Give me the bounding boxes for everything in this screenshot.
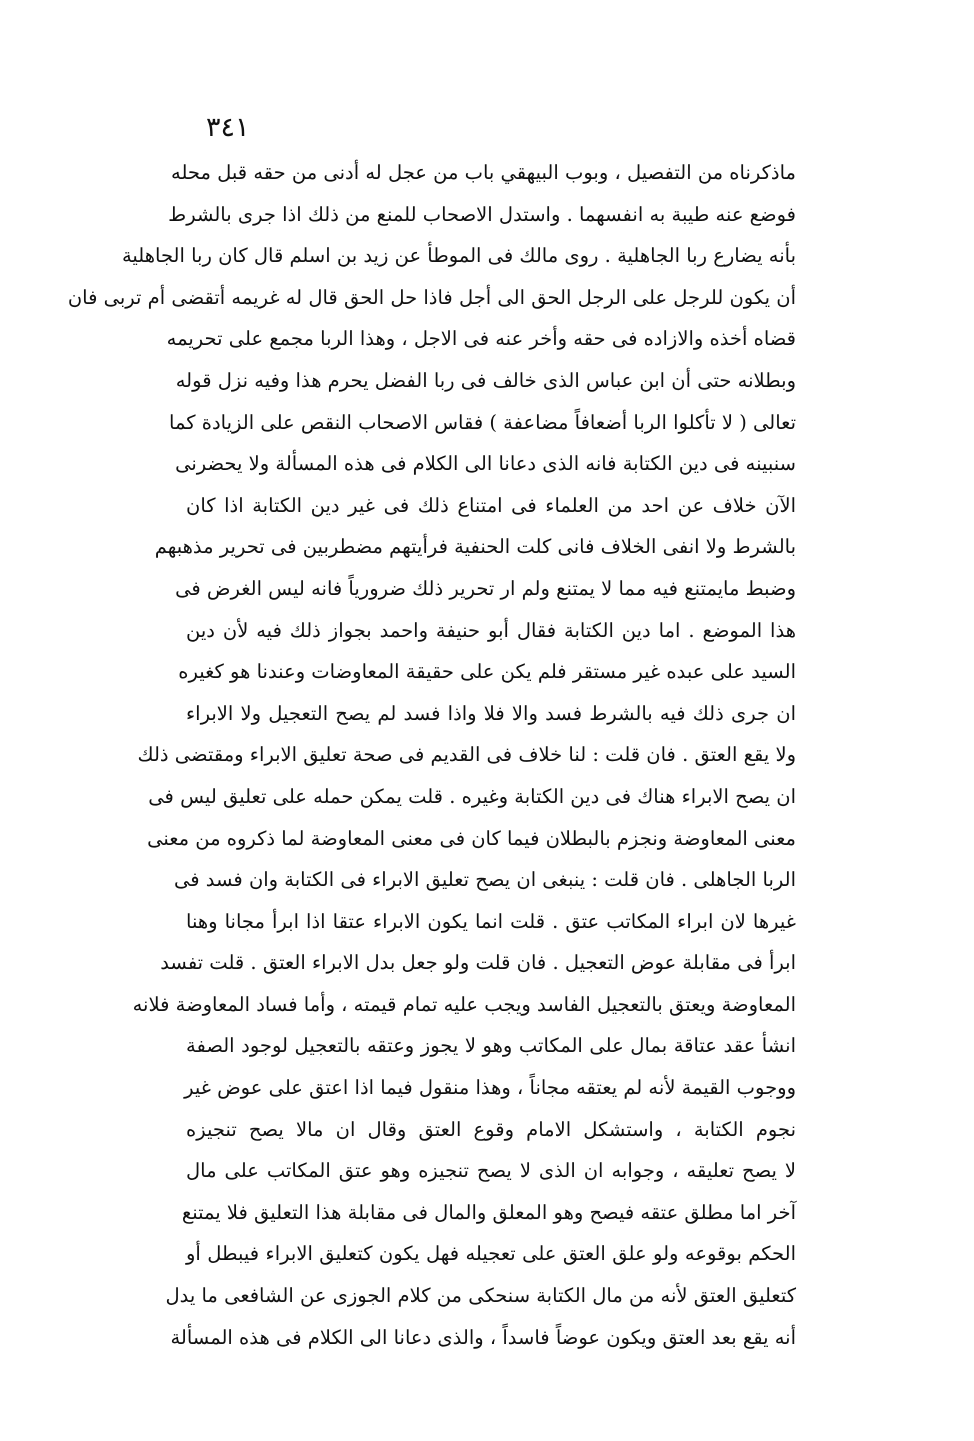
text-line-5: قضاه أخذه والازاده فى حقه وأخر عنه فى الاجل ، وهذا الربا مجمع على تحريمه [166, 327, 796, 351]
text-line-6: وبطلانه حتى أن ابن عباس الذى خالف فى ربا الفضل يحرم هذا وفيه نزل قوله [175, 368, 796, 392]
text-line-13: السيد على عبده غير مستقر فلم يكن على حقيقة المعاوضات وعندنا هو كغيره [178, 660, 796, 684]
text-line-14: ان جرى ذلك فيه بالشرط فسد والا فلا واذا فسد لم يصح التعجيل ولا الابراء [186, 701, 796, 725]
text-line-25: لا يصح تعليقه ، وجوابه ان الذى لا يصح تنجيزه وهو عتق المكاتب على مال [186, 1159, 796, 1183]
text-line-24: نجوم الكتابة ، واستشكل الامام وقوع العتق وقال ان مالا يصح تنجيزه [186, 1117, 796, 1141]
text-line-22: انشأ عقد عتاقة بمال على المكاتب وهو لا يجوز وعتقه بالتعجيل لوجود الصفة [186, 1034, 796, 1058]
text-line-11: وضبط مايمتنع فيه مما لا يمتنع ولم ار تحرير ذلك ضرورياً فانه ليس الغرض فى [175, 576, 796, 600]
text-line-4: أن يكون للرجل على الرجل الحق الى أجل فاذا حل الحق قال له غريمه أتقضى أم تربى فان [67, 285, 796, 309]
text-line-16: ان يصح الابراء هناك فى دين الكتابة وغيره . قلت يمكن حمله على تعليق ليس فى [148, 784, 796, 808]
text-line-18: الربا الجاهلى . فان قلت : ينبغى ان يصح تعليق الابراء فى الكتابة وان فسد فى [174, 868, 796, 892]
text-line-9: الآن خلاف عن احد من العلماء فى امتناع ذلك فى غير دين الكتابة اذا كان [186, 493, 796, 517]
text-line-23: ووجوب القيمة لأنه لم يعتقه مجاناً ، وهذا منقول فيما اذا اعتق على عوض غير [184, 1076, 796, 1100]
text-line-21: المعاوضة ويعتق بالتعجيل الفاسد ويجب عليه تمام قيمته ، وأما فساد المعاوضة فلانه [132, 992, 796, 1016]
text-line-27: الحكم بوقوعه ولو علق العتق على تعجيله فهل يكون كتعليق الابراء فيبطل أو [186, 1242, 796, 1266]
page-number: ٣٤١ [206, 112, 250, 143]
text-line-1: ماذكرناه من التفصيل ، وبوب البيهقي باب من عجل له أدنى من حقه قبل محله [171, 161, 796, 184]
text-line-2: فوضع عنه طيبة به انفسهما . واستدل الاصحاب للمنع من ذلك اذا جرى بالشرط [168, 202, 796, 226]
text-line-8: سنبينه فى دين الكتابة فانه الذى دعانا الى الكلام فى هذه المسألة ولا يحضرنى [175, 452, 796, 476]
text-line-15: ولا يقع العتق . فان قلت : لنا خلاف فى القديم فى صحة تعليق الابراء ومقتضى ذلك [137, 743, 796, 767]
text-line-20: ابرأ فى مقابلة عوض التعجيل . فان قلت ولو جعل بدل الابراء العتق . قلت تفسد [160, 951, 796, 975]
text-line-17: معنى المعاوضة ونجزم بالبطلان فيما كان فى معنى المعاوضة لما ذكروه من معنى [147, 826, 796, 850]
text-line-19: غيرها لان ابراء المكاتب عتق . قلت انما يكون الابراء عتقا اذا ابرأ مجانا وهنا [186, 909, 796, 933]
text-line-12: هذا الموضع . اما دين الكتابة فقال أبو حنيفة واحمد بجواز ذلك فيه لأن دين [186, 618, 796, 642]
text-line-7: تعالى ( لا تأكلوا الربا أضعافاً مضاعفة ) فقاس الاصحاب النقص على الزيادة كما [169, 410, 796, 434]
body-text [67, 152, 796, 1358]
text-line-26: آخر اما مطلق عتقه فيصح وهو المعلق والمال فى مقابلة هذا التعليق فلا يمتنع [181, 1200, 796, 1224]
text-line-28: كتعليق العتق لأنه من مال الكتابة سنحكى من كلام الجوزى عن الشافعى ما يدل [165, 1284, 796, 1308]
text-line-10: بالشرط ولا انفى الخلاف فانى كلت الحنفية فرأيتهم مضطربين فى تحرير مذهبهم [154, 535, 796, 559]
text-line-29: أنه يقع بعد العتق ويكون عوضاً فاسداً ، والذى دعانا الى الكلام فى هذه المسألة [170, 1325, 796, 1349]
text-line-3: بأنه يضارع ربا الجاهلية . روى مالك فى الموطأ عن زيد بن اسلم قال كان ربا الجاهلية [121, 244, 796, 268]
